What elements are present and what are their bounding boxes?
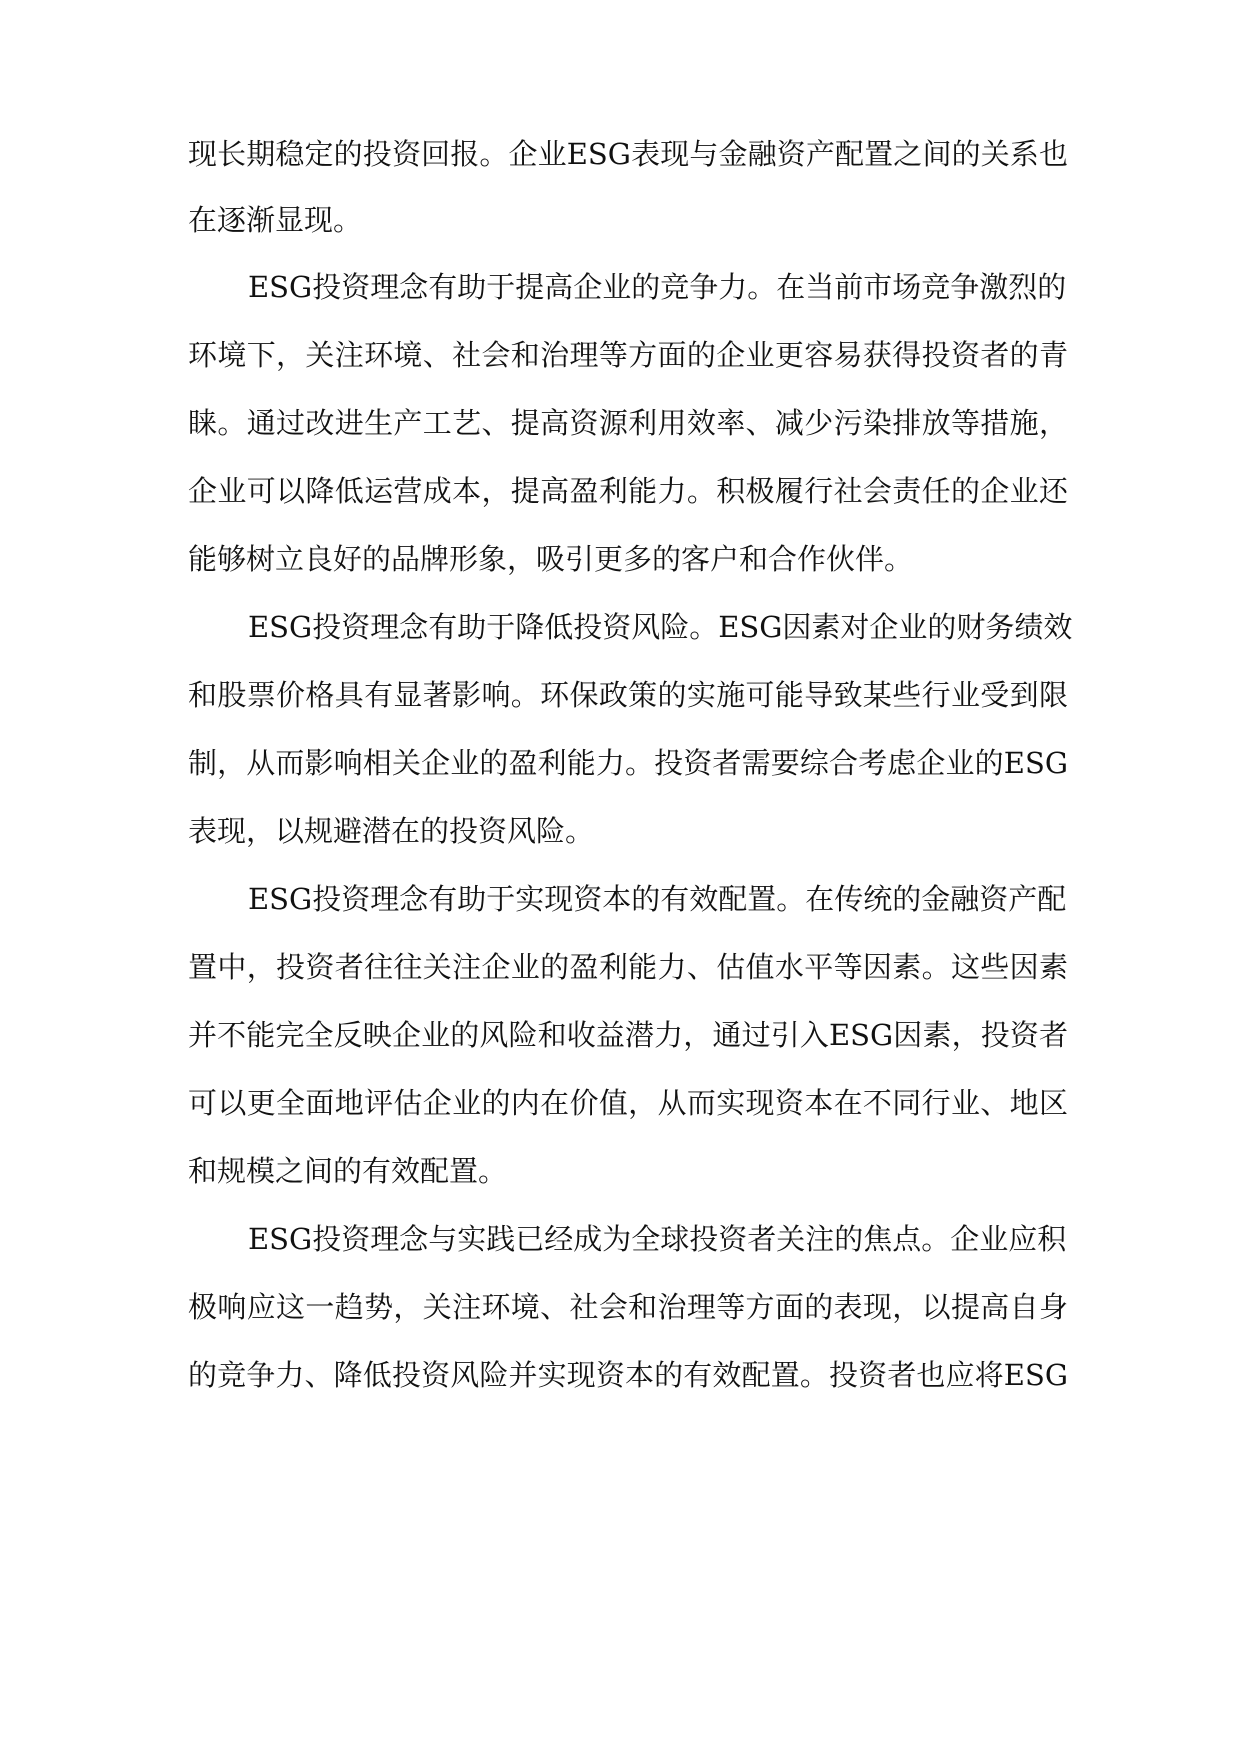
text-line: 极响应这一趋势，关注环境、社会和治理等方面的表现，以提高自身 [188,1290,1068,1324]
text-line: 和规模之间的有效配置。 [188,1154,508,1188]
text-line: 能够树立良好的品牌形象，吸引更多的客户和合作伙伴。 [188,542,914,576]
text-line: 环境下，关注环境、社会和治理等方面的企业更容易获得投资者的青 [188,338,1068,372]
paragraph-first-line: ESG投资理念与实践已经成为全球投资者关注的焦点。企业应积 [248,1222,1067,1256]
text-line: 置中，投资者往往关注企业的盈利能力、估值水平等因素。这些因素 [188,950,1068,984]
paragraph-first-line: ESG投资理念有助于降低投资风险。ESG因素对企业的财务绩效 [248,610,1073,644]
paragraph-first-line: ESG投资理念有助于实现资本的有效配置。在传统的金融资产配 [248,882,1067,916]
paragraph-first-line: ESG投资理念有助于提高企业的竞争力。在当前市场竞争激烈的 [248,270,1067,304]
text-line: 现长期稳定的投资回报。企业ESG表现与金融资产配置之间的关系也 [188,137,1068,171]
text-line: 表现，以规避潜在的投资风险。 [188,814,595,848]
text-line: 制，从而影响相关企业的盈利能力。投资者需要综合考虑企业的ESG [188,746,1068,780]
text-line: 在逐渐显现。 [188,203,363,237]
text-line: 和股票价格具有显著影响。环保政策的实施可能导致某些行业受到限 [188,678,1068,712]
text-line: 睐。通过改进生产工艺、提高资源利用效率、减少污染排放等措施， [188,406,1068,440]
text-line: 并不能完全反映企业的风险和收益潜力，通过引入ESG因素，投资者 [188,1018,1068,1052]
text-line: 企业可以降低运营成本，提高盈利能力。积极履行社会责任的企业还 [188,474,1068,508]
text-line: 可以更全面地评估企业的内在价值，从而实现资本在不同行业、地区 [188,1086,1068,1120]
text-line: 的竞争力、降低投资风险并实现资本的有效配置。投资者也应将ESG [188,1358,1068,1392]
